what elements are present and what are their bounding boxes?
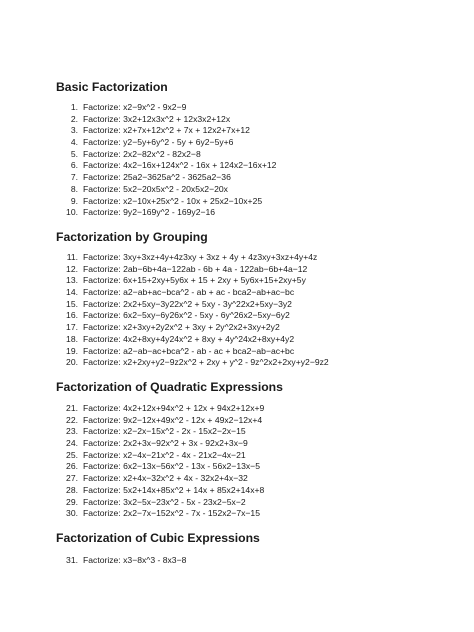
item-text: Factorize: 2x2−7x−152x^2 - 7x - 152x2−7x−15 <box>83 508 260 519</box>
item-number: 7. <box>70 172 78 183</box>
item-text: Factorize: x3−8x^3 - 8x3−8 <box>83 555 187 565</box>
item-number: 25. <box>66 449 78 460</box>
item-text: Factorize: 25a2−3625a^2 - 3625a2−36 <box>83 172 231 183</box>
item-text: Factorize: x2−9x^2 - 9x2−9 <box>83 102 187 112</box>
item-text: Factorize: y2−5y+6y^2 - 5y + 6y2−5y+6 <box>83 137 234 148</box>
item-number: 24. <box>66 438 78 449</box>
item-text: Factorize: 5x2+14x+85x^2 + 14x + 85x2+14x+8 <box>83 484 265 495</box>
list-item <box>0 299 474 311</box>
item-text: Factorize: x2−2x−15x^2 - 2x - 15x2−2x−15 <box>83 426 246 437</box>
item-number: 9. <box>70 195 78 206</box>
item-number: 30. <box>66 508 78 519</box>
problem-list <box>0 403 474 520</box>
list-item <box>0 555 474 567</box>
list-item <box>0 114 474 126</box>
item-text: Factorize: 2ab−6b+4a−122ab - 6b + 4a - 122ab−6b+4a−12 <box>83 263 308 274</box>
list-item <box>0 102 474 114</box>
list-item <box>0 322 474 334</box>
item-text: Factorize: 6x2−13x−56x^2 - 13x - 56x2−13x−5 <box>83 461 260 472</box>
item-number: 11. <box>66 252 78 262</box>
section-heading: Factorization by Grouping <box>56 230 208 244</box>
section-heading: Factorization of Cubic Expressions <box>56 531 260 545</box>
item-text: Factorize: 3xy+3xz+4y+4z3xy + 3xz + 4y + 4z3xy+3xz+4y+4z <box>83 252 318 262</box>
item-text: Factorize: 4x2+8xy+4y24x^2 + 8xy + 4y^24x2+8xy+4y2 <box>83 333 295 344</box>
item-number: 14. <box>66 287 78 298</box>
item-number: 20. <box>66 357 78 368</box>
item-number: 28. <box>66 484 78 495</box>
item-number: 23. <box>66 426 78 437</box>
problem-list <box>0 555 474 567</box>
item-number: 3. <box>70 125 78 136</box>
item-number: 22. <box>66 414 78 425</box>
list-item <box>0 497 474 509</box>
problem-list <box>0 102 474 219</box>
item-text: Factorize: 4x2+12x+94x^2 + 12x + 94x2+12x+9 <box>83 403 265 413</box>
item-text: Factorize: 4x2−16x+124x^2 - 16x + 124x2−16x+12 <box>83 160 277 171</box>
item-text: Factorize: x2+4x−32x^2 + 4x - 32x2+4x−32 <box>83 473 248 484</box>
item-text: Factorize: x2+7x+12x^2 + 7x + 12x2+7x+12 <box>83 125 250 136</box>
item-text: Factorize: x2−10x+25x^2 - 10x + 25x2−10x+25 <box>83 195 263 206</box>
item-text: Factorize: 2x2−82x^2 - 82x2−8 <box>83 148 201 159</box>
item-number: 6. <box>70 160 78 171</box>
item-text: Factorize: 9y2−169y^2 - 169y2−16 <box>83 207 216 218</box>
item-number: 26. <box>66 461 78 472</box>
list-item <box>0 346 474 358</box>
item-number: 13. <box>66 275 78 286</box>
list-item <box>0 207 474 219</box>
list-item <box>0 508 474 520</box>
item-text: Factorize: x2+2xy+y2−9z2x^2 + 2xy + y^2 - 9z^2x2+2xy+y2−9z2 <box>83 357 329 368</box>
item-number: 15. <box>66 298 78 309</box>
item-text: Factorize: 3x2−5x−23x^2 - 5x - 23x2−5x−2 <box>83 496 246 507</box>
item-text: Factorize: 2x2+3x−92x^2 + 3x - 92x2+3x−9 <box>83 438 248 449</box>
list-item <box>0 426 474 438</box>
list-item <box>0 125 474 137</box>
list-item <box>0 450 474 462</box>
list-item <box>0 275 474 287</box>
list-item <box>0 184 474 196</box>
item-text: Factorize: 6x+15+2xy+5y6x + 15 + 2xy + 5y6x+15+2xy+5y <box>83 275 306 286</box>
list-item <box>0 357 474 369</box>
list-item <box>0 485 474 497</box>
item-text: Factorize: 9x2−12x+49x^2 - 12x + 49x2−12x+4 <box>83 414 263 425</box>
item-text: Factorize: 3x2+12x3x^2 + 12x3x2+12x <box>83 113 231 124</box>
item-text: Factorize: x2+3xy+2y2x^2 + 3xy + 2y^2x2+3xy+2y2 <box>83 322 280 333</box>
item-text: Factorize: a2−ab−ac+bca^2 - ab - ac + bca2−ab−ac+bc <box>83 345 295 356</box>
list-item <box>0 334 474 346</box>
list-item <box>0 160 474 172</box>
item-text: Factorize: x2−4x−21x^2 - 4x - 21x2−4x−21 <box>83 449 246 460</box>
item-number: 27. <box>66 473 78 484</box>
list-item <box>0 252 474 264</box>
list-item <box>0 264 474 276</box>
list-item <box>0 438 474 450</box>
list-item <box>0 461 474 473</box>
item-number: 1. <box>70 102 78 112</box>
list-item <box>0 415 474 427</box>
item-text: Factorize: 6x2−5xy−6y26x^2 - 5xy - 6y^26x2−5xy−6y2 <box>83 310 290 321</box>
item-number: 4. <box>70 137 78 148</box>
section-heading: Basic Factorization <box>56 80 168 94</box>
item-number: 19. <box>66 345 78 356</box>
item-text: Factorize: 2x2+5xy−3y22x^2 + 5xy - 3y^22x2+5xy−3y2 <box>83 298 292 309</box>
item-number: 16. <box>66 310 78 321</box>
list-item <box>0 310 474 322</box>
list-item <box>0 137 474 149</box>
list-item <box>0 196 474 208</box>
item-number: 8. <box>70 183 78 194</box>
list-item <box>0 473 474 485</box>
item-number: 29. <box>66 496 78 507</box>
item-number: 2. <box>70 113 78 124</box>
item-number: 10. <box>66 207 78 218</box>
list-item <box>0 172 474 184</box>
item-number: 18. <box>66 333 78 344</box>
section-heading: Factorization of Quadratic Expressions <box>56 380 283 394</box>
item-number: 5. <box>70 148 78 159</box>
list-item <box>0 287 474 299</box>
item-number: 21. <box>66 403 78 413</box>
problem-list <box>0 252 474 369</box>
item-text: Factorize: a2−ab+ac−bca^2 - ab + ac - bca2−ab+ac−bc <box>83 287 295 298</box>
list-item <box>0 403 474 415</box>
item-number: 31. <box>66 555 78 565</box>
item-number: 12. <box>66 263 78 274</box>
list-item <box>0 149 474 161</box>
item-number: 17. <box>66 322 78 333</box>
item-text: Factorize: 5x2−20x5x^2 - 20x5x2−20x <box>83 183 228 194</box>
